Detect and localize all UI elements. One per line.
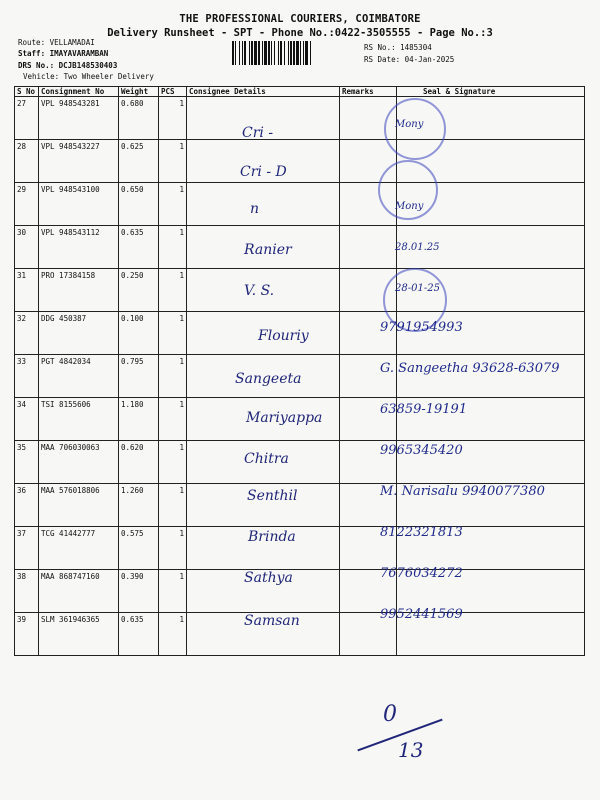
rs-date-value: 04-Jan-2025 xyxy=(404,55,455,64)
row-consignment: VPL 948543281 xyxy=(39,97,119,140)
row-consignment: TSI 8155606 xyxy=(39,398,119,441)
row-pcs: 1 xyxy=(159,570,187,613)
table-row xyxy=(15,527,585,570)
row-sno: 35 xyxy=(15,441,39,484)
signature: 28.01.25 xyxy=(395,242,440,253)
table-row xyxy=(15,226,585,269)
row-pcs: 1 xyxy=(159,140,187,183)
table-row xyxy=(15,183,585,226)
row-sno: 36 xyxy=(15,484,39,527)
row-pcs: 1 xyxy=(159,226,187,269)
table-row xyxy=(15,269,585,312)
row-consignment: SLM 361946365 xyxy=(39,613,119,656)
row-sno: 27 xyxy=(15,97,39,140)
consignee-name: Sathya xyxy=(244,570,293,586)
table-row xyxy=(15,140,585,183)
row-pcs: 1 xyxy=(159,269,187,312)
row-consignment: TCG 41442777 xyxy=(39,527,119,570)
signature: 7676034272 xyxy=(380,566,463,581)
signature: M. Narisalu 9940077380 xyxy=(380,484,545,499)
barcode xyxy=(232,41,355,65)
row-sno: 33 xyxy=(15,355,39,398)
route-line xyxy=(18,38,95,48)
signature: 63859-19191 xyxy=(380,402,468,417)
table-row xyxy=(15,441,585,484)
col-consignee: Consignee Details xyxy=(187,87,340,97)
table-row xyxy=(15,570,585,613)
footer-note-bottom: 13 xyxy=(398,738,424,762)
row-weight: 0.635 xyxy=(119,226,159,269)
route-value: VELLAMADAI xyxy=(49,38,95,47)
rs-no-label: RS No.: xyxy=(364,43,396,52)
consignee-name: Mariyappa xyxy=(246,410,323,426)
staff-line xyxy=(18,49,108,59)
consignee-name: n xyxy=(250,201,260,217)
table-header-row xyxy=(15,87,585,97)
consignee-name: Brinda xyxy=(248,529,296,545)
row-remarks xyxy=(340,226,397,269)
row-consignment: VPL 948543100 xyxy=(39,183,119,226)
table-row xyxy=(15,97,585,140)
col-pcs: PCS xyxy=(159,87,187,97)
col-remarks: Remarks xyxy=(340,87,397,97)
consignee-name: Ranier xyxy=(244,242,292,258)
signature: 8122321813 xyxy=(380,525,463,540)
row-pcs: 1 xyxy=(159,355,187,398)
rs-date-label: RS Date: xyxy=(364,55,401,64)
row-consignment: VPL 948543227 xyxy=(39,140,119,183)
signature: Mony xyxy=(395,201,424,212)
consignee-name: Cri - D xyxy=(240,164,287,180)
rs-no-line xyxy=(364,43,432,53)
row-weight: 0.100 xyxy=(119,312,159,355)
row-pcs: 1 xyxy=(159,441,187,484)
row-weight: 1.260 xyxy=(119,484,159,527)
company-title: THE PROFESSIONAL COURIERS, COIMBATORE xyxy=(179,13,421,25)
row-weight: 0.620 xyxy=(119,441,159,484)
signature: 9952441569 xyxy=(380,607,463,622)
col-weight: Weight xyxy=(119,87,159,97)
consignee-name: Sangeeta xyxy=(235,371,302,387)
row-pcs: 1 xyxy=(159,484,187,527)
row-consignment: MAA 868747160 xyxy=(39,570,119,613)
staff-value: IMAYAVARAMBAN xyxy=(49,49,109,58)
vehicle-line xyxy=(23,72,154,82)
consignee-name: Senthil xyxy=(247,488,298,504)
row-weight: 0.390 xyxy=(119,570,159,613)
row-weight: 0.795 xyxy=(119,355,159,398)
drs-label: DRS No.: xyxy=(18,61,55,70)
vehicle-label: Vehicle: xyxy=(23,72,60,81)
row-consignment: MAA 706030063 xyxy=(39,441,119,484)
row-weight: 0.625 xyxy=(119,140,159,183)
row-consignment: VPL 948543112 xyxy=(39,226,119,269)
row-weight: 1.180 xyxy=(119,398,159,441)
row-consignment: DDG 450387 xyxy=(39,312,119,355)
row-pcs: 1 xyxy=(159,183,187,226)
row-weight: 0.250 xyxy=(119,269,159,312)
row-sno: 37 xyxy=(15,527,39,570)
row-sno: 39 xyxy=(15,613,39,656)
row-consignee-cell xyxy=(187,183,340,226)
vehicle-value: Two Wheeler Delivery xyxy=(63,72,154,81)
runsheet-title: Delivery Runsheet - SPT - Phone No.:0422-3505555 - Page No.:3 xyxy=(107,27,493,39)
drs-value: DCJB148530403 xyxy=(58,61,118,70)
consignee-name: Chitra xyxy=(244,451,289,467)
row-weight: 0.575 xyxy=(119,527,159,570)
consignee-name: V. S. xyxy=(244,283,275,299)
consignee-name: Cri - xyxy=(242,125,274,141)
signature: 9965345420 xyxy=(380,443,463,458)
row-sno: 30 xyxy=(15,226,39,269)
staff-label: Staff: xyxy=(18,49,46,58)
row-sno: 38 xyxy=(15,570,39,613)
signature: 28-01-25 xyxy=(395,283,440,294)
row-weight: 0.680 xyxy=(119,97,159,140)
row-consignment: MAA 576018806 xyxy=(39,484,119,527)
row-sno: 32 xyxy=(15,312,39,355)
footer-note-top: 0 xyxy=(383,702,397,727)
consignee-name: Samsan xyxy=(244,613,300,629)
row-sno: 28 xyxy=(15,140,39,183)
row-pcs: 1 xyxy=(159,527,187,570)
col-consignment: Consignment No xyxy=(39,87,119,97)
route-label: Route: xyxy=(18,38,46,47)
signature: 9791954993 xyxy=(380,320,463,335)
row-sno: 29 xyxy=(15,183,39,226)
row-consignment: PRO 17384158 xyxy=(39,269,119,312)
rs-no-value: 1485304 xyxy=(400,43,432,52)
row-pcs: 1 xyxy=(159,97,187,140)
row-weight: 0.635 xyxy=(119,613,159,656)
consignee-name: Flouriy xyxy=(258,328,309,344)
row-pcs: 1 xyxy=(159,398,187,441)
col-seal: Seal & Signature xyxy=(397,87,585,97)
drs-line xyxy=(18,61,117,71)
row-sno: 31 xyxy=(15,269,39,312)
signature: G. Sangeetha 93628-63079 xyxy=(380,361,560,376)
row-sno: 34 xyxy=(15,398,39,441)
row-consignment: PGT 4842034 xyxy=(39,355,119,398)
row-pcs: 1 xyxy=(159,613,187,656)
col-sno: S No xyxy=(15,87,39,97)
signature: Mony xyxy=(395,119,424,130)
rs-date-line xyxy=(364,55,454,65)
row-pcs: 1 xyxy=(159,312,187,355)
row-weight: 0.650 xyxy=(119,183,159,226)
